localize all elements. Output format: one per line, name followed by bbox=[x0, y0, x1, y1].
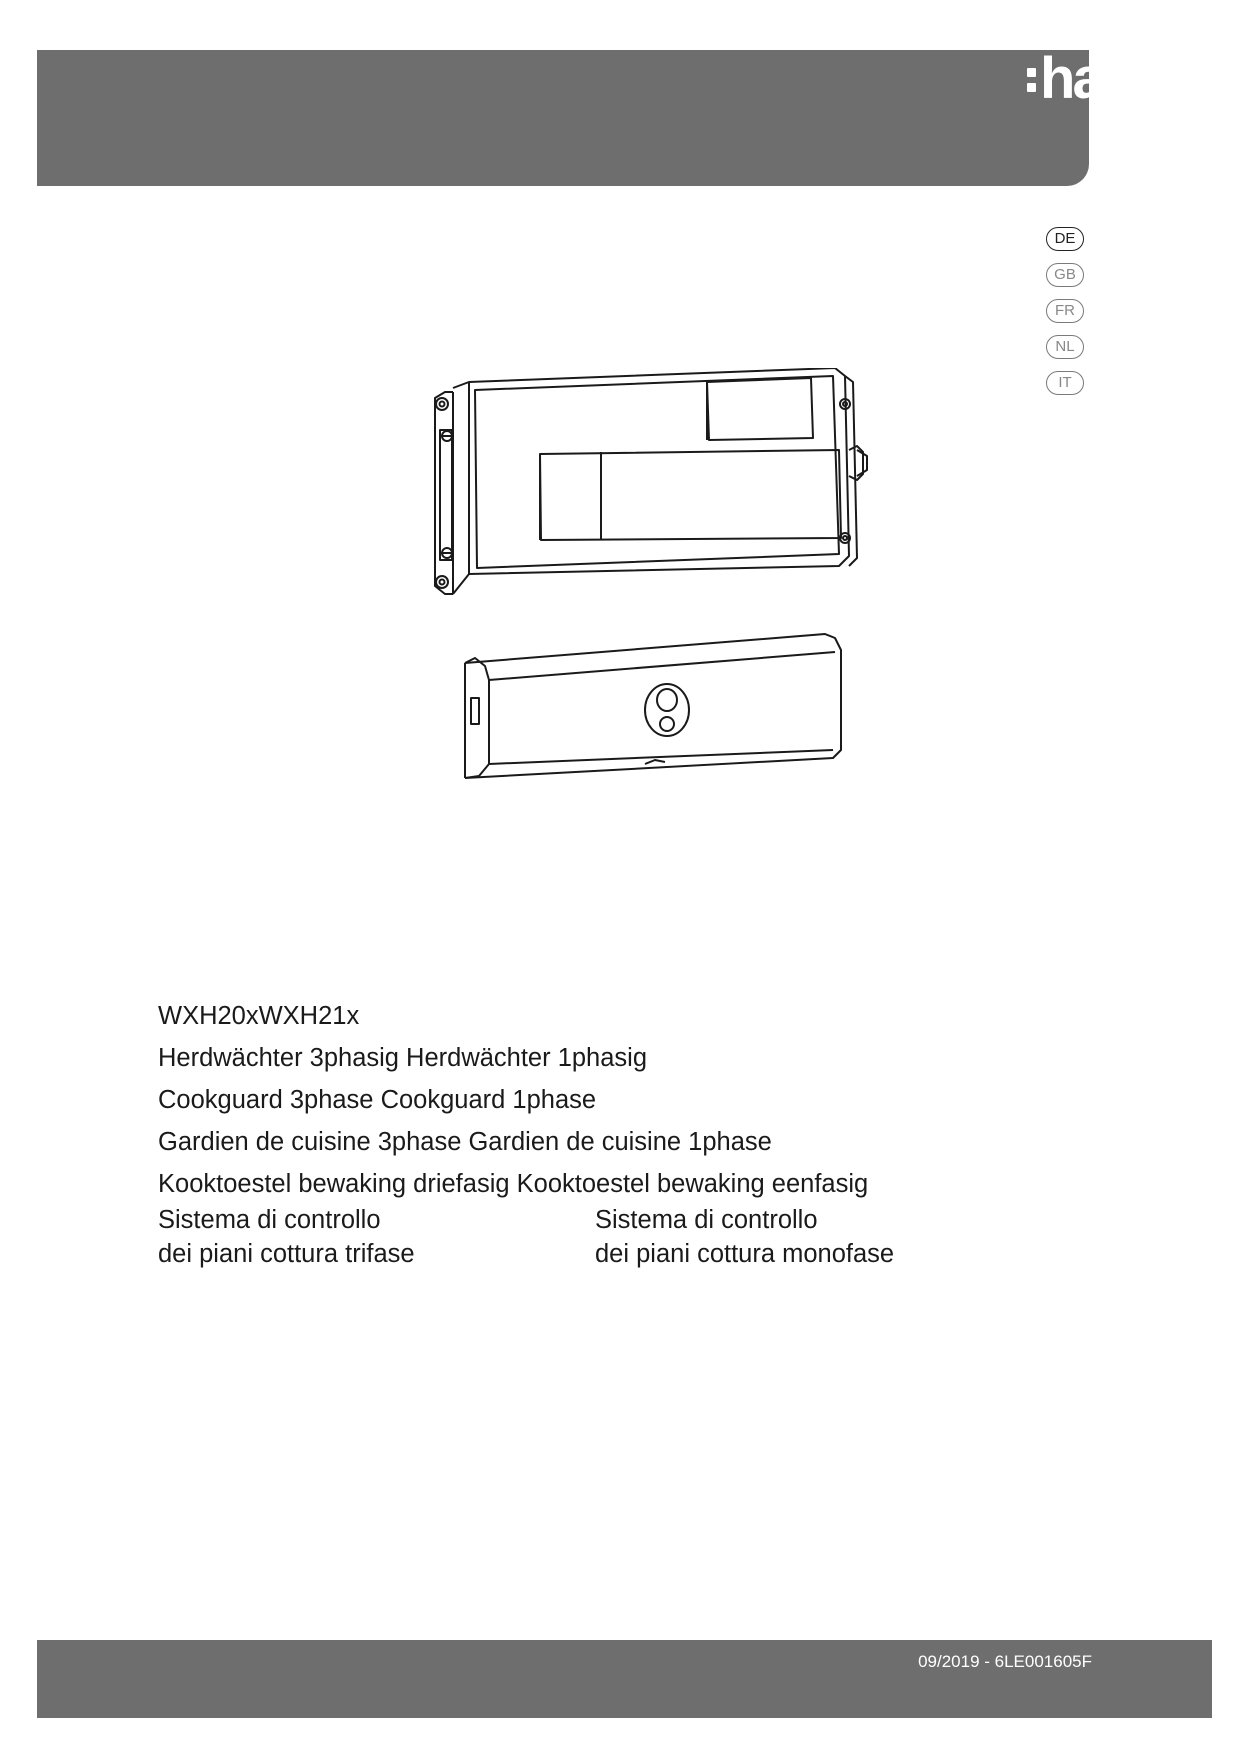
product-illustration bbox=[405, 368, 875, 828]
language-badge-nl[interactable]: NL bbox=[1046, 335, 1084, 359]
hager-logo bbox=[1027, 46, 1183, 111]
title-de: Herdwächter 3phasig Herdwächter 1phasig bbox=[158, 1044, 648, 1072]
title-it-right bbox=[595, 1203, 1032, 1271]
language-badge-de[interactable]: DE bbox=[1046, 227, 1084, 251]
language-list bbox=[1046, 227, 1086, 407]
title-it-right-line1: Sistema di controllo bbox=[595, 1206, 818, 1234]
language-badge-gb[interactable]: GB bbox=[1046, 263, 1084, 287]
title-nl: Kooktoestel bewaking driefasig Kooktoestel bewaking eenfasig bbox=[158, 1170, 869, 1198]
product-titles bbox=[158, 995, 1088, 1271]
header-band bbox=[37, 50, 1089, 186]
language-badge-it[interactable]: IT bbox=[1046, 371, 1084, 395]
cover-drawing bbox=[465, 634, 841, 778]
title-it-left-line1: Sistema di controllo bbox=[158, 1206, 381, 1234]
title-it-right-line2: dei piani cottura monofase bbox=[595, 1240, 895, 1268]
language-badge-fr[interactable]: FR bbox=[1046, 299, 1084, 323]
document-code: 09/2019 - 6LE001605F bbox=[918, 1652, 1092, 1671]
title-it-left-line2: dei piani cottura trifase bbox=[158, 1240, 415, 1268]
base-unit-drawing bbox=[435, 368, 867, 594]
footer-band bbox=[37, 1640, 1212, 1718]
title-it-left bbox=[158, 1203, 595, 1271]
product-model: WXH20xWXH21x bbox=[158, 1002, 360, 1030]
title-gb: Cookguard 3phase Cookguard 1phase bbox=[158, 1086, 597, 1114]
title-fr: Gardien de cuisine 3phase Gardien de cuisine 1phase bbox=[158, 1128, 772, 1156]
title-it bbox=[158, 1203, 1088, 1271]
logo-text: hager bbox=[1040, 46, 1183, 111]
logo-colon-icon bbox=[1027, 68, 1036, 92]
